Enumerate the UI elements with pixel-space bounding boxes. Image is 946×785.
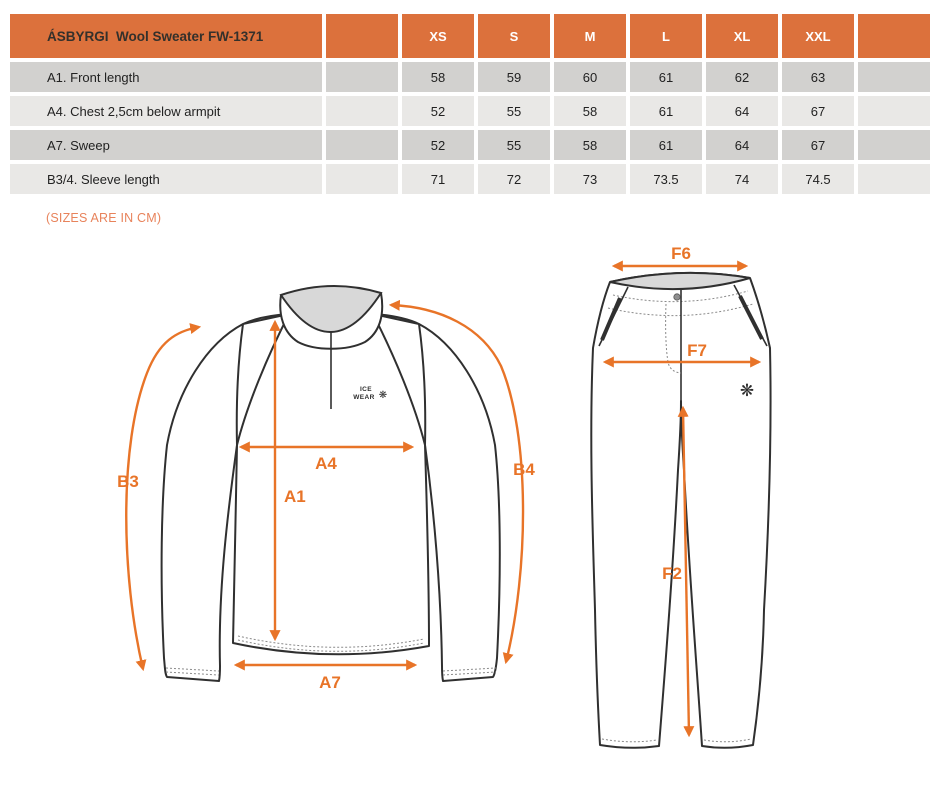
table-cell: 72 [478,164,550,194]
row-label: B3/4. Sleeve length [10,164,322,194]
size-header-m: M [554,14,626,58]
empty-header-cell [326,14,398,58]
empty-cell [326,130,398,160]
empty-cell [858,164,930,194]
b4-label: B4 [513,460,535,479]
size-header-s: S [478,14,550,58]
table-cell: 71 [402,164,474,194]
brand-logo-line2: WEAR [353,394,375,401]
table-cell: 59 [478,62,550,92]
sweater-drawing [117,286,535,692]
table-title: ÁSBYRGI Wool Sweater FW-1371 [10,14,322,58]
table-cell: 61 [630,96,702,126]
a1-label: A1 [284,487,306,506]
table-cell: 61 [630,62,702,92]
snowflake-icon: ❋ [378,390,388,401]
table-cell: 62 [706,62,778,92]
empty-header-cell [858,14,930,58]
snowflake-icon: ❋ [739,381,755,401]
f6-label: F6 [671,244,691,263]
empty-cell [858,130,930,160]
empty-cell [326,96,398,126]
table-cell: 74 [706,164,778,194]
table-cell: 73 [554,164,626,194]
empty-cell [326,164,398,194]
size-chart-table [10,14,930,194]
table-cell: 55 [478,130,550,160]
a7-label: A7 [319,673,341,692]
f7-label: F7 [687,341,707,360]
table-cell: 58 [554,96,626,126]
size-header-xl: XL [706,14,778,58]
row-label: A7. Sweep [10,130,322,160]
empty-cell [326,62,398,92]
table-cell: 67 [782,130,854,160]
row-label: A4. Chest 2,5cm below armpit [10,96,322,126]
table-cell: 58 [554,130,626,160]
f2-label: F2 [662,564,682,583]
table-cell: 58 [402,62,474,92]
table-cell: 63 [782,62,854,92]
table-cell: 55 [478,96,550,126]
table-cell: 64 [706,130,778,160]
b3-label: B3 [117,472,139,491]
table-cell: 73.5 [630,164,702,194]
table-cell: 74.5 [782,164,854,194]
table-cell: 67 [782,96,854,126]
brand-logo-line1: ICE [359,386,373,393]
size-header-xs: XS [402,14,474,58]
size-header-xxl: XXL [782,14,854,58]
sizes-unit-note: (SIZES ARE IN CM) [46,211,162,225]
pants-drawing [591,244,770,748]
table-cell: 52 [402,130,474,160]
measurement-diagram [0,240,946,785]
size-header-l: L [630,14,702,58]
a4-label: A4 [315,454,337,473]
table-cell: 60 [554,62,626,92]
empty-cell [858,62,930,92]
empty-cell [858,96,930,126]
table-cell: 64 [706,96,778,126]
waist-button [674,294,680,300]
row-label: A1. Front length [10,62,322,92]
table-cell: 52 [402,96,474,126]
table-cell: 61 [630,130,702,160]
